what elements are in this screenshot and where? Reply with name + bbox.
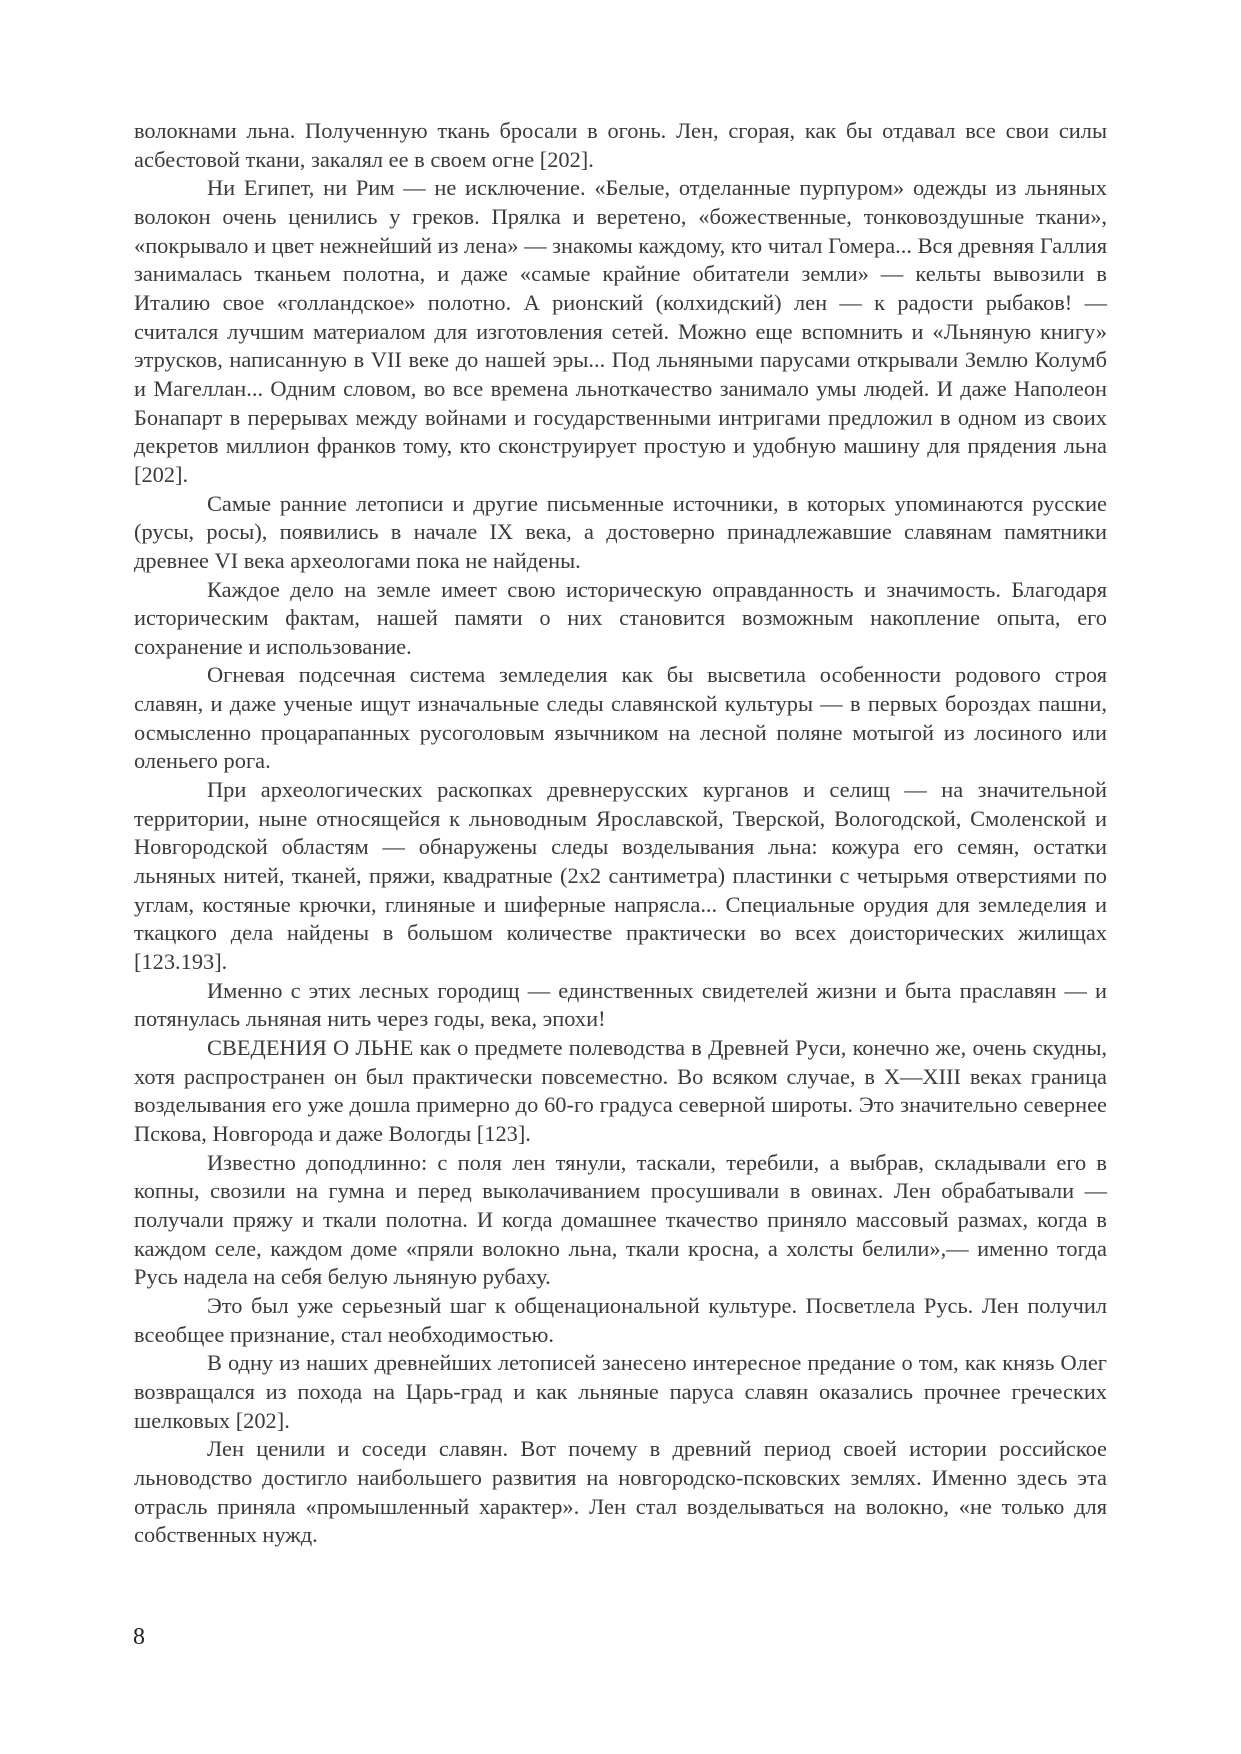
page-number: 8 bbox=[133, 1624, 145, 1650]
paragraph: Именно с этих лесных городищ — единственных свидетелей жизни и быта праславян — и потянулась льняная нить через годы, века, эпохи! bbox=[134, 977, 1107, 1032]
paragraph: Каждое дело на земле имеет свою историческую оправданность и значимость. Благодаря историческим фактам, нашей памяти о них становится возможным накопление опыта, его сохранение и использование. bbox=[134, 576, 1107, 659]
paragraph: Огневая подсечная система земледелия как бы высветила особенности родового строя славян, и даже ученые ищут изначальные следы славянской культуры — в первых бороздах пашни, осмысленно процарапанных русоголовым язычником на лесной поляне мотыгой из лосиного или оленьего рога. bbox=[134, 662, 1107, 774]
paragraph: Это был уже серьезный шаг к общенациональной культуре. Посветлела Русь. Лен получил всеобщее признание, стал необходимостью. bbox=[134, 1292, 1107, 1347]
paragraph: Лен ценили и соседи славян. Вот почему в древний период своей истории российское льноводство достигло наибольшего развития на новгородско-псковских землях. Именно здесь эта отрасль приняла «промышленный характер». Лен стал возделываться на волокно, «не только для собственных нужд. bbox=[134, 1436, 1107, 1548]
paragraph: Самые ранние летописи и другие письменные источники, в которых упоминаются русские (русы, росы), появились в начале IX века, а достоверно принадлежавшие славянам памятники древнее VI века археологами пока не найдены. bbox=[134, 490, 1107, 573]
paragraph: СВЕДЕНИЯ О ЛЬНЕ как о предмете полеводства в Древней Руси, конечно же, очень скудны, хотя распространен он был практически повсеместно. Во всяком случае, в X—XIII веках граница возделывания его уже дошла примерно до 60-го градуса северной широты. Это значительно севернее Пскова, Новгорода и даже Вологды [123]. bbox=[134, 1035, 1107, 1146]
paragraph: Ни Египет, ни Рим — не исключение. «Белые, отделанные пурпуром» одежды из льняных волокон очень ценились у греков. Прялка и веретено, «божественные, тонковоздушные ткани», «покрывало и цвет нежнейший из лена» — знакомы каждому, кто читал Гомера... Вся древняя Галлия занималась тканьем полотна, и даже «самые крайние обитатели земли» — кельты вывозили в Италию свое «голландское» полотно. А рионский (колхидский) лен — к радости рыбаков! — считался лучшим материалом для изготовления сетей. Можно еще вспомнить и «Льняную книгу» этрусков, написанную в VII веке до нашей эры... Под льняными парусами открывали Землю Колумб и Магеллан... Одним словом, во все времена льноткачество занимало умы людей. И даже Наполеон Бонапарт в перерывах между войнами и государственными интригами предложил в одном из своих декретов миллион франков тому, кто сконструирует простую и удобную машину для прядения льна [202]. bbox=[134, 175, 1107, 487]
paragraph: В одну из наших древнейших летописей занесено интересное предание о том, как князь Олег возвращался из похода на Царь-град и как льняные паруса славян оказались прочнее греческих шелковых [202]. bbox=[134, 1350, 1107, 1433]
paragraph: При археологических раскопках древнерусских курганов и селищ — на значительной территории, ныне относящейся к льноводным Ярославской, Тверской, Вологодской, Смоленской и Новгородской областям — обнаружены следы возделывания льна: кожура его семян, остатки льняных нитей, тканей, пряжи, квадратные (2х2 сантиметра) пластинки с четырьмя отверстиями по углам, костяные крючки, глиняные и шиферные напрясла... Специальные орудия для земледелия и ткацкого дела найдены в большом количестве практически во всех доисторических жилищах [123.193]. bbox=[134, 777, 1107, 975]
paragraph: Известно доподлинно: с поля лен тянули, таскали, теребили, а выбрав, складывали его в копны, свозили на гумна и перед выколачиванием просушивали в овинах. Лен обрабатывали — получали пряжу и ткали полотна. И когда домашнее ткачество приняло массовый размах, когда в каждом селе, каждом доме «пряли волокно льна, ткали кросна, а холсты белили»,— именно тогда Русь надела на себя белую льняную рубаху. bbox=[134, 1149, 1107, 1290]
body-text bbox=[134, 117, 1107, 1550]
paragraph-continued: волокнами льна. Полученную ткань бросали в огонь. Лен, сгорая, как бы отдавал все свои силы асбестовой ткани, закалял ее в своем огне [202]. bbox=[134, 118, 1107, 172]
